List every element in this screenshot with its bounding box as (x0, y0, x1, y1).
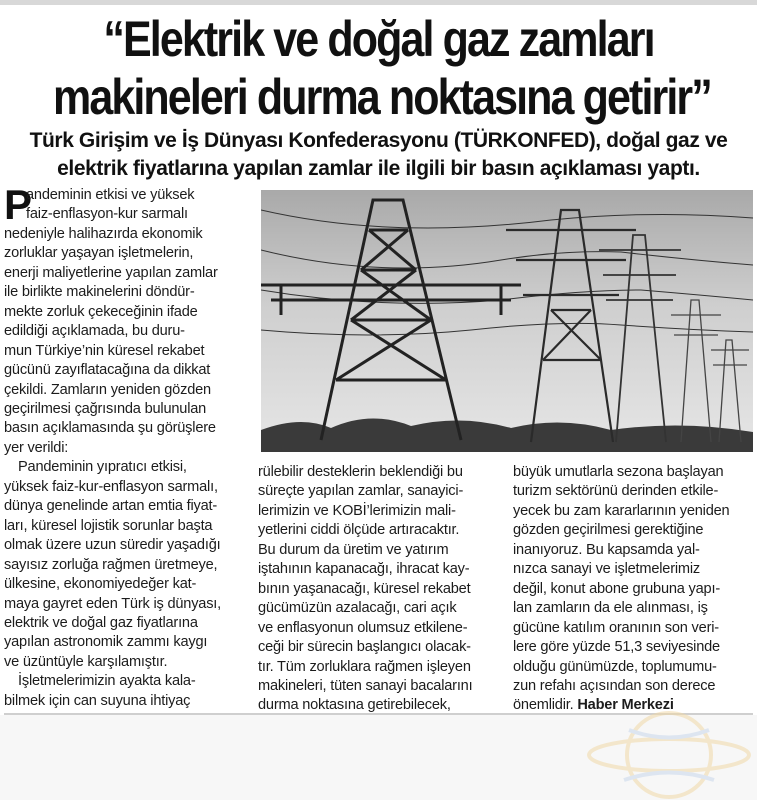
dropcap: P (4, 181, 33, 228)
text-line: ları, küresel lojistik sorunlar başta (4, 517, 213, 534)
article-column-2 (258, 463, 508, 716)
pylon-illustration (261, 190, 753, 452)
text-line: ceği bir sürecin başlangıcı olacak- (258, 639, 471, 656)
text-line: Pandeminin yıpratıcı etkisi, (18, 459, 187, 476)
text-line: zorluklar yaşayan işletmelerin, (4, 245, 194, 262)
text-line: sayısız zorluğa rağmen üretmeye, (4, 556, 218, 573)
text-line: çekildi. Zamların yeniden gözden (4, 381, 211, 398)
text-line: bının yaşanacağı, küresel rekabet (258, 580, 471, 597)
text-line: büyük umutlarla sezona başlayan (513, 464, 724, 480)
text-line: yüksek faiz-kur-enflasyon sarmalı, (4, 478, 218, 495)
text-line: makineleri, tüten sanayi bacalarını (258, 677, 473, 694)
text-line: ve üzüntüyle karşılamıştır. (4, 653, 168, 670)
text-line: mun Türkiye’nin küresel rekabet (4, 342, 205, 359)
text-line: yapılan astronomik zammı kaygı (4, 634, 208, 651)
text-line: gücüne katılım oranının son veri- (513, 619, 719, 636)
text-line: nızca sanayi ve işletmelerimiz (513, 561, 701, 578)
text-line: ve enflasyonun olumsuz etkilene- (258, 619, 468, 636)
text-line: yetlerini ciddi ölçüde artıracaktır. (258, 522, 460, 539)
text-line: iştahının kapanacağı, ihracat kay- (258, 561, 470, 578)
text-line: önemlidir. Haber Merkezi (513, 697, 674, 714)
text-line: tır. Tüm zorluklara rağmen işleyen (258, 658, 471, 675)
text-line: olmak üzere uzun süredir yaşadığı (4, 537, 221, 554)
text-line: dünya genelinde artan emtia fiyat- (4, 498, 218, 515)
text-line: andeminin etkisi ve yüksek (26, 187, 195, 203)
headline (52, 10, 711, 126)
text-line: durma noktasına getirebilecek, (258, 697, 451, 714)
text-line: yecek bu zam kararlarının yeniden (513, 502, 730, 519)
deck-line-2: elektrik fiyatlarına yapılan zamlar ile ilgili bir basın açıklaması yaptı. (57, 157, 700, 180)
byline: Haber Merkezi (573, 697, 674, 714)
headline-line-1: “Elektrik ve doğal gaz zamları (103, 11, 654, 67)
text-line: gücümüzün azalacağı, cari açık (258, 600, 457, 617)
text-line: enerji maliyetlerine yapılan zamlar (4, 264, 218, 281)
text-line: geçirilmesi çağrısında bulunulan (4, 400, 207, 417)
power-lines-photo (261, 190, 753, 452)
text-line: ile birlikte makinelerini döndür- (4, 284, 195, 301)
text-line: rülebilir desteklerin beklendiği bu (258, 464, 463, 480)
text-line: gözden geçirilmesi gerektiğine (513, 522, 704, 539)
top-rule (0, 0, 757, 5)
text-line: Bu durum da üretim ve yatırım (258, 541, 449, 558)
text-line: gücünü zayıflatacağına da dikkat (4, 362, 211, 379)
text-line: zun refahı açısından son derece (513, 677, 716, 694)
watermark-globe-icon (584, 700, 754, 800)
text-line: lerimizin ve KOBİ’lerimizin mali- (258, 502, 456, 519)
text-line: edildiği açıklamada, bu duru- (4, 323, 185, 340)
text-line: değil, konut abone grubuna yapı- (513, 580, 720, 597)
headline-line-2: makineleri durma noktasına getirir” (52, 69, 711, 125)
text-line: İşletmelerimizin ayakta kala- (18, 673, 196, 690)
article-column-1 (4, 181, 254, 731)
text-line: inanıyoruz. Bu kapsamda yal- (513, 541, 700, 558)
deck (0, 127, 757, 183)
text-line: süreçte yapılan zamlar, sanayici- (258, 483, 464, 500)
text-line: lere göre yüzde 51,3 seviyesinde (513, 639, 720, 656)
text-line: ülkesine, ekonomiyedeğer kat- (4, 576, 197, 593)
text-line: yer verildi: (4, 439, 69, 456)
text-line: basın açıklamasında şu görüşlere (4, 420, 216, 437)
text-line: bilmek için can suyuna ihtiyaç (4, 692, 191, 709)
deck-line-1: Türk Girişim ve İş Dünyası Konfederasyonu (TÜRKONFED), doğal gaz ve (29, 129, 728, 152)
text-line: lan zamların da ele alınması, iş (513, 600, 708, 617)
text-line: elektrik ve doğal gaz fiyatlarına (4, 614, 198, 631)
text-line: olduğu günümüzde, toplumumu- (513, 658, 717, 675)
text-line: turizm sektörünü derinden etkile- (513, 483, 719, 500)
text-line: maya gayret eden Türk iş dünyası, (4, 595, 222, 612)
text-line: faiz-enflasyon-kur sarmalı (26, 206, 188, 223)
text-line: mekte zorluk çekeceğinin ifade (4, 303, 198, 320)
article-column-3 (513, 463, 753, 716)
text-line: nedeniyle halihazırda ekonomik (4, 225, 203, 242)
